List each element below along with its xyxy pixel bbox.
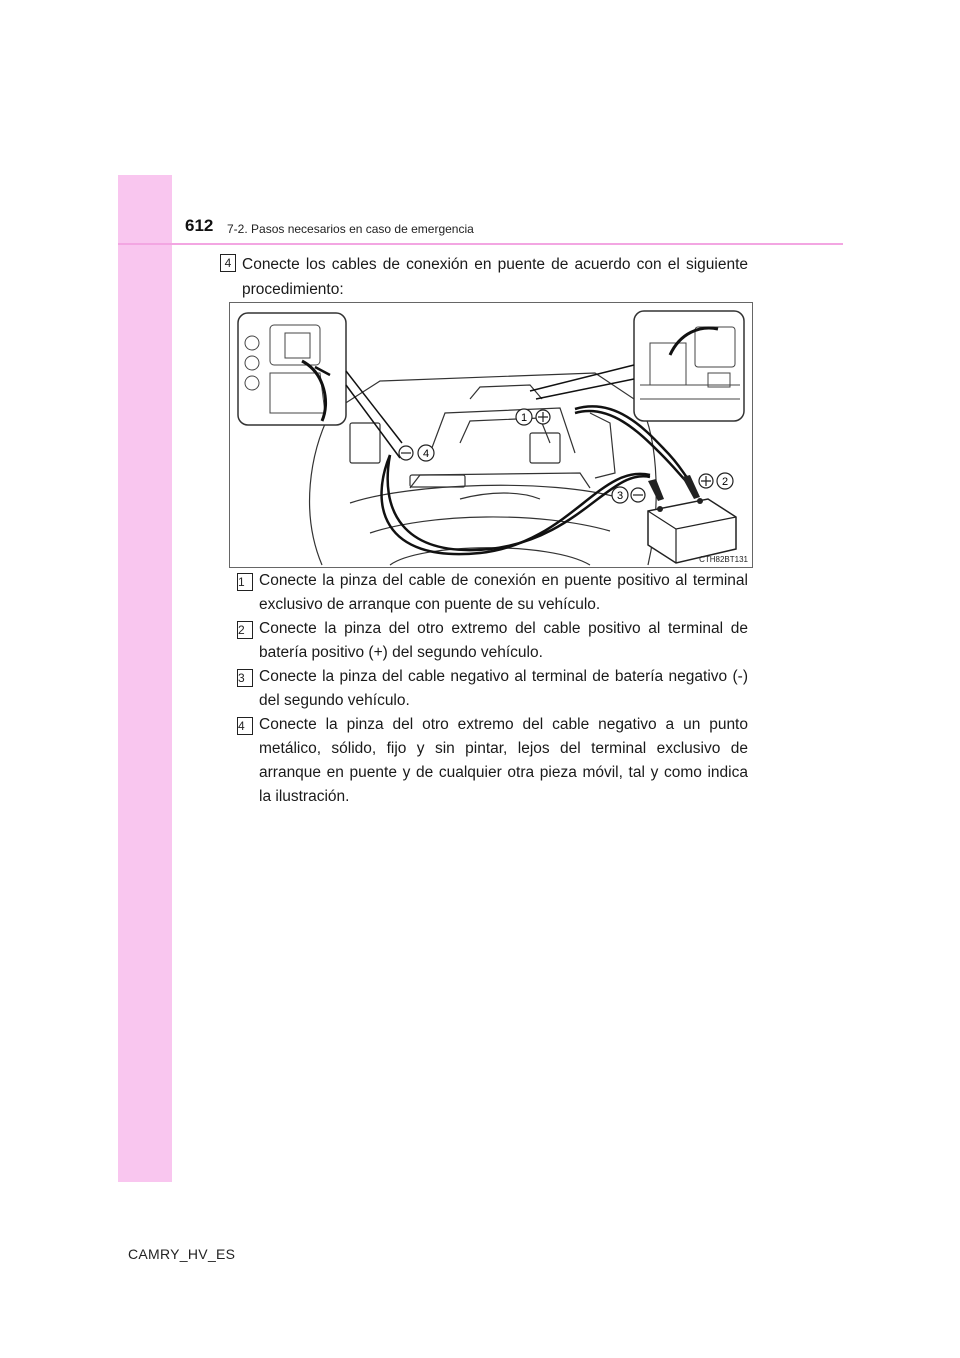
step-intro-text: Conecte los cables de conexión en puente de acuerdo con el siguiente procedimiento:	[242, 256, 748, 298]
substep-text: Conecte la pinza del otro extremo del cable negativo a un punto metálico, sólido, fijo y sin pintar, lejos del terminal exclusivo de arranque en puente y de cualquier otra pieza móvil, tal y como indica la ilustración.	[259, 716, 748, 805]
substep-number-box: 3	[237, 669, 253, 687]
svg-text:2: 2	[721, 476, 729, 488]
svg-text:4: 4	[422, 448, 430, 460]
booster-battery	[648, 498, 736, 563]
substep-number-box: 2	[237, 621, 253, 639]
engine-bay-diagram	[230, 303, 752, 567]
callout-3	[612, 487, 645, 503]
jumper-cables	[382, 406, 688, 554]
ground-point-inset	[238, 313, 346, 425]
footer-model-code: CAMRY_HV_ES	[128, 1246, 236, 1262]
callout-1	[516, 409, 550, 425]
svg-text:1: 1	[520, 412, 528, 424]
substep-3	[238, 665, 748, 713]
callout-4	[399, 445, 434, 461]
header-rule	[118, 243, 843, 245]
substep-2	[238, 617, 748, 665]
substep-number-box: 1	[237, 573, 253, 591]
substep-4	[238, 713, 748, 809]
page-number: 612	[185, 216, 214, 235]
svg-text:3: 3	[616, 490, 624, 502]
callout-2	[699, 473, 733, 489]
substep-text: Conecte la pinza del cable negativo al terminal de batería negativo (-) del segundo vehículo.	[259, 668, 748, 709]
figure-callouts	[399, 409, 733, 503]
side-tab-band	[118, 175, 172, 1182]
step-number-box: 4	[220, 254, 236, 272]
substep-text: Conecte la pinza del cable de conexión en puente positivo al terminal exclusivo de arranque con puente de su vehículo.	[259, 572, 748, 613]
car-front-outline	[310, 373, 657, 565]
figure-code: CTH82BT131	[699, 555, 748, 564]
substep-number-box: 4	[237, 717, 253, 735]
substep-text: Conecte la pinza del otro extremo del cable positivo al terminal de batería positivo (+) del segundo vehículo.	[259, 620, 748, 661]
section-title: 7-2. Pasos necesarios en caso de emergencia	[227, 222, 474, 236]
jump-start-illustration	[229, 302, 753, 568]
substep-1	[238, 569, 748, 617]
jump-terminal-inset	[634, 311, 744, 421]
